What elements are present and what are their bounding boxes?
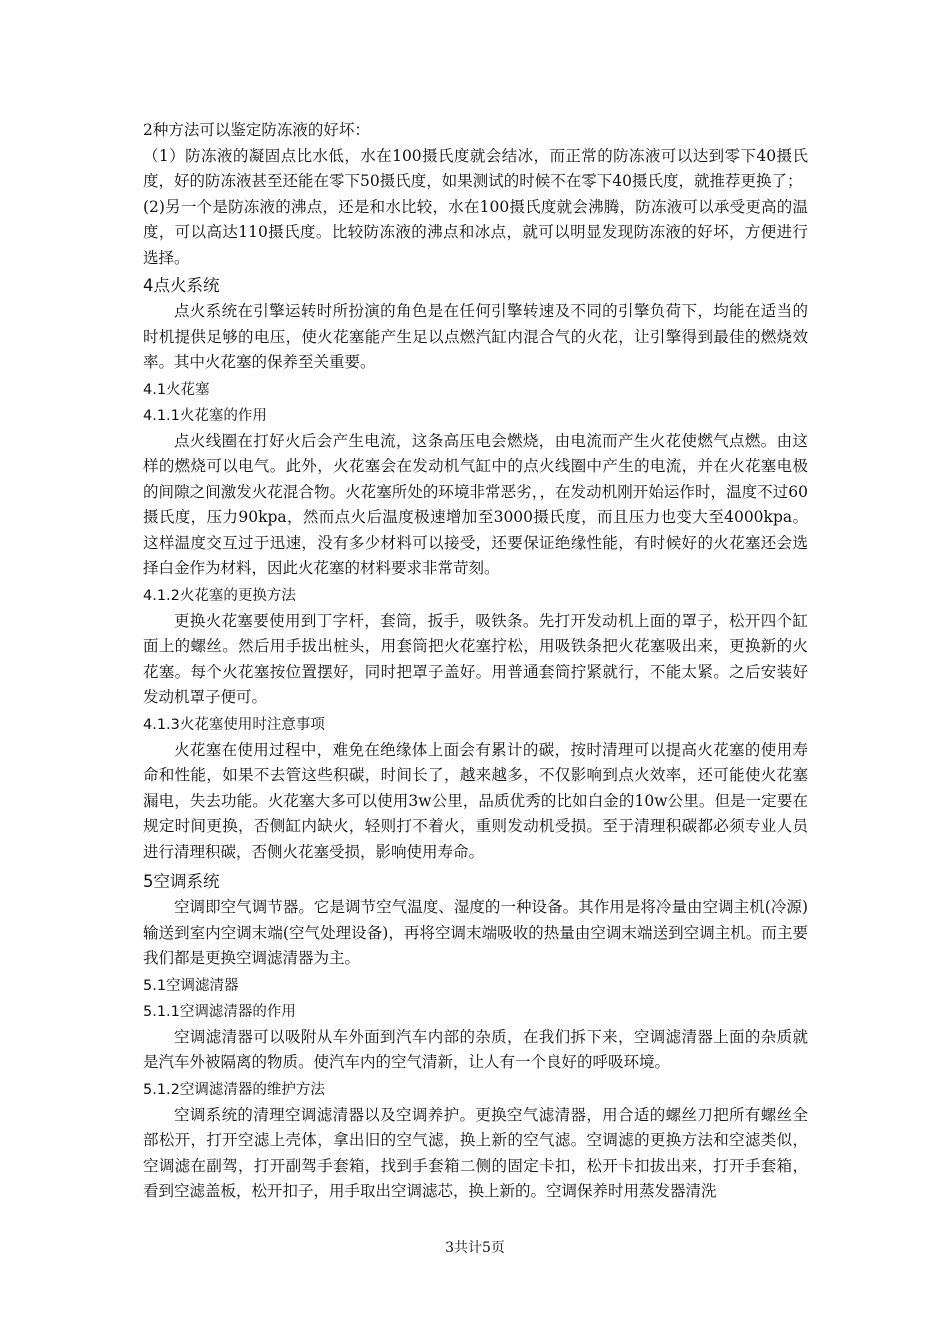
section-5-1-1-paragraph: 空调滤清器可以吸附从车外面到汽车内部的杂质，在我们拆下来，空调滤清器上面的杂质就是汽车外被隔离的物质。使汽车内的空气清新，让人有一个良好的呼吸环境。 [143,1027,808,1071]
section-4-1-2-paragraph: 更换火花塞要使用到丁字杆，套筒，扳手，吸铁条。先打开发动机上面的罩子，松开四个缸面上的螺丝。然后用手拔出桩头，用套筒把火花塞拧松，用吸铁条把火花塞吸出来，更换新的火花塞。每个火花塞按位置摆好，同时把罩子盖好。用普通套筒拧紧就行，不能太紧。之后安装好发动机罩子便可。 [143,611,808,706]
method-2-paragraph: (2)另一个是防冻液的沸点，还是和水比较，水在100摄氏度就会沸腾，防冻液可以承受更高的温度，可以高达110摄氏度。比较防冻液的沸点和冰点，就可以明显发现防冻液的好坏，方便进行选择。 [143,197,808,267]
section-4-heading: 4点火系统 [143,276,220,295]
section-4-paragraph: 点火系统在引擎运转时所扮演的角色是在任何引擎转速及不同的引擎负荷下，均能在适当的时机提供足够的电压，使火花塞能产生足以点燃汽缸内混合气的火花，让引擎得到最佳的燃烧效率。其中火花塞的保养至关重要。 [143,302,808,371]
section-4-1-1-paragraph: 点火线圈在打好火后会产生电流，这条高压电会燃烧，由电流而产生火花使燃气点燃。由这样的燃烧可以电气。此外，火花塞会在发动机气缸中的点火线圈中产生的电流，并在火花塞电极的间隙之间激发火花混合物。火花塞所处的环境非常恶劣，，在发动机刚开始运作时，温度不过60摄氏度，压力90kpa，然而点火后温度极速增加至3000摄氏度，而且压力也变大至4000kpa。这样温度交互过于迅速，没有多少材料可以接受，还要保证绝缘性能，有时候好的火花塞还会选择白金作为材料，因此火花塞的材料要求非常苛刻。 [143,431,808,577]
section-5-paragraph: 空调即空气调节器。它是调节空气温度、湿度的一种设备。其作用是将冷量由空调主机(冷源)输送到室内空调末端(空气处理设备)，再将空调末端吸收的热量由空调末端送到空调主机。而主要我们都是更换空调滤清器为主。 [143,898,808,967]
section-5-1-2-heading: 5.1.2空调滤清器的维护方法 [143,1081,325,1098]
section-5-1-2-paragraph: 空调系统的清理空调滤清器以及空调养护。更换空气滤清器，用合适的螺丝刀把所有螺丝全部松开，打开空滤上壳体，拿出旧的空气滤，换上新的空气滤。空调滤的更换方法和空滤类似，空调滤在副驾，打开副驾手套箱，找到手套箱二侧的固定卡扣，松开卡扣拔出来，打开手套箱，看到空滤盖板，松开扣子，用手取出空调滤芯，换上新的。空调保养时用蒸发器清洗 [143,1105,808,1200]
section-4-1-heading: 4.1火花塞 [143,381,210,398]
document-body [143,118,808,1205]
section-4-1-2-heading: 4.1.2火花塞的更换方法 [143,587,296,604]
intro-paragraph: 2种方法可以鉴定防冻液的好坏： [143,121,370,139]
section-5-heading: 5空调系统 [143,872,220,891]
method-1-paragraph: （1）防冻液的凝固点比水低，水在100摄氏度就会结冰，而正常的防冻液可以达到零下40摄氏度，好的防冻液甚至还能在零下50摄氏度，如果测试的时候不在零下40摄氏度，就推荐更换了； [143,146,808,190]
section-5-1-1-heading: 5.1.1空调滤清器的作用 [143,1003,296,1020]
section-5-1-heading: 5.1空调滤清器 [143,977,239,994]
page-footer: 3共计5页 [445,1240,505,1256]
section-4-1-1-heading: 4.1.1火花塞的作用 [143,407,267,424]
section-4-1-3-paragraph: 火花塞在使用过程中，难免在绝缘体上面会有累计的碳，按时清理可以提高火花塞的使用寿命和性能，如果不去管这些积碳，时间长了，越来越多，不仅影响到点火效率，还可能使火花塞漏电，失去功能。火花塞大多可以使用3w公里，品质优秀的比如白金的10w公里。但是一定要在规定时间更换，否侧缸内缺火，轻则打不着火，重则发动机受损。至于清理积碳都必须专业人员进行清理积碳，否侧火花塞受损，影响使用寿命。 [143,740,808,861]
section-4-1-3-heading: 4.1.3火花塞使用时注意事项 [143,716,325,733]
